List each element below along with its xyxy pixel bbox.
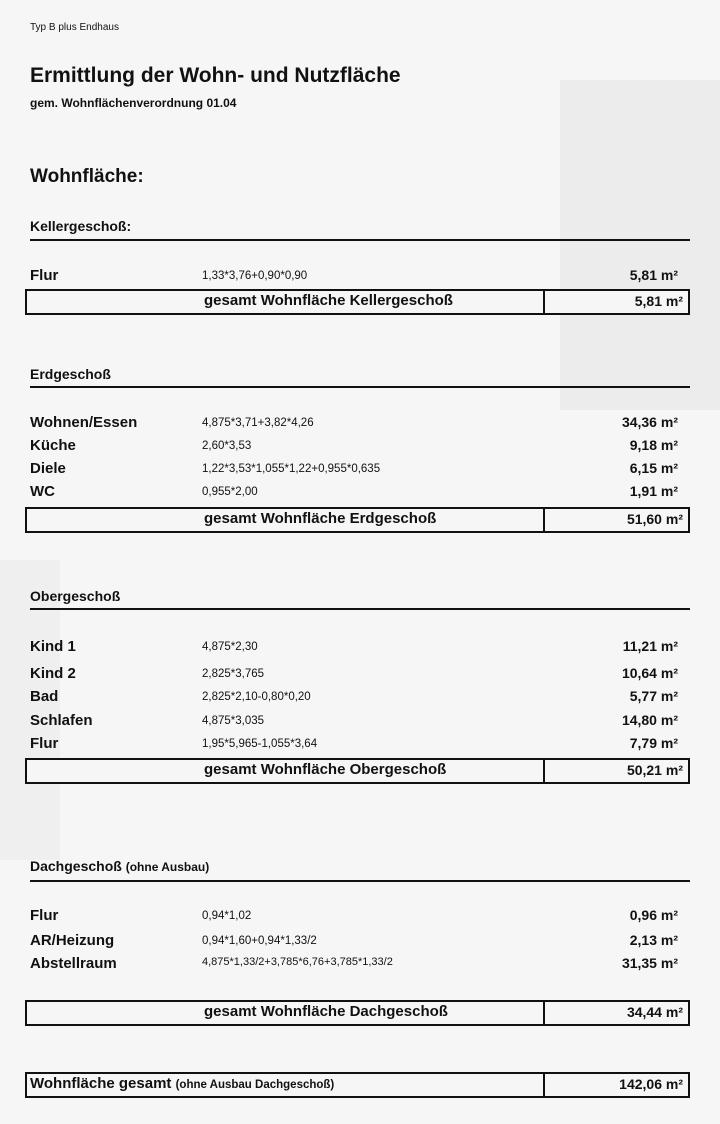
floor-rule xyxy=(30,880,690,882)
header-note: Typ B plus Endhaus xyxy=(30,22,119,33)
floor-total-area: 5,81 m² xyxy=(634,293,683,309)
room-formula: 1,22*3,53*1,055*1,22+0,955*0,635 xyxy=(202,463,381,475)
room-area: 1,91 m² xyxy=(629,483,678,499)
floor-total-area: 51,60 m² xyxy=(626,511,683,527)
floor-total-area: 34,44 m² xyxy=(626,1004,683,1020)
grand-total-box xyxy=(25,1072,690,1098)
floor-note: (ohne Ausbau) xyxy=(125,860,210,874)
room-row xyxy=(30,437,678,457)
room-name: Schlafen xyxy=(30,712,93,729)
divider xyxy=(543,509,545,531)
room-formula: 4,875*2,30 xyxy=(202,641,258,653)
floor-total-keller xyxy=(25,289,690,315)
room-area: 10,64 m² xyxy=(621,665,678,681)
room-row xyxy=(30,688,678,708)
room-row xyxy=(30,267,678,287)
room-name: Küche xyxy=(30,437,76,454)
divider xyxy=(543,291,545,313)
room-name: Diele xyxy=(30,460,66,477)
room-name: AR/Heizung xyxy=(30,932,115,949)
room-row xyxy=(30,638,678,658)
room-name: Bad xyxy=(30,688,59,705)
room-formula: 0,94*1,02 xyxy=(202,910,252,922)
floor-total-dachgeschoss xyxy=(25,1000,690,1026)
room-area: 5,77 m² xyxy=(629,688,678,704)
room-row xyxy=(30,712,678,732)
room-area: 5,81 m² xyxy=(629,267,678,283)
floor-label-obergeschoss: Obergeschoß xyxy=(30,588,121,604)
divider xyxy=(543,760,545,782)
room-row xyxy=(30,955,678,975)
room-name: Kind 2 xyxy=(30,665,76,682)
room-area: 0,96 m² xyxy=(629,907,678,923)
page-title: Ermittlung der Wohn- und Nutzfläche xyxy=(30,64,401,87)
room-formula: 2,825*3,765 xyxy=(202,668,265,680)
floor-label-erdgeschoss: Erdgeschoß xyxy=(30,366,111,382)
floor-total-area: 50,21 m² xyxy=(626,762,683,778)
room-formula: 2,825*2,10-0,80*0,20 xyxy=(202,691,311,703)
room-name: Wohnen/Essen xyxy=(30,414,138,431)
room-formula: 1,33*3,76+0,90*0,90 xyxy=(202,270,308,282)
room-name: WC xyxy=(30,483,55,500)
room-formula: 1,95*5,965-1,055*3,64 xyxy=(202,738,318,750)
room-formula: 4,875*3,71+3,82*4,26 xyxy=(202,417,314,429)
floor-total-label: gesamt Wohnfläche Kellergeschoß xyxy=(204,292,453,309)
room-formula: 0,955*2,00 xyxy=(202,486,258,498)
floor-rule xyxy=(30,608,690,610)
room-formula: 4,875*3,035 xyxy=(202,715,265,727)
floor-total-label: gesamt Wohnfläche Dachgeschoß xyxy=(204,1003,448,1020)
room-area: 31,35 m² xyxy=(621,955,678,971)
room-area: 9,18 m² xyxy=(629,437,678,453)
section-title: Wohnfläche: xyxy=(30,166,144,187)
room-area: 2,13 m² xyxy=(629,932,678,948)
grand-total-note: (ohne Ausbau Dachgeschoß) xyxy=(175,1079,335,1091)
room-area: 7,79 m² xyxy=(629,735,678,751)
floor-label-keller: Kellergeschoß: xyxy=(30,218,132,234)
room-name: Flur xyxy=(30,735,59,752)
grand-total-label: Wohnfläche gesamt (ohne Ausbau Dachgeschoß) xyxy=(30,1075,335,1092)
room-row xyxy=(30,932,678,952)
room-row xyxy=(30,460,678,480)
divider xyxy=(543,1002,545,1024)
room-area: 34,36 m² xyxy=(621,414,678,430)
room-row xyxy=(30,907,678,927)
floor-rule xyxy=(30,386,690,388)
room-formula: 2,60*3,53 xyxy=(202,440,252,452)
floor-total-label: gesamt Wohnfläche Obergeschoß xyxy=(204,761,447,778)
room-row xyxy=(30,414,678,434)
room-name: Flur xyxy=(30,267,59,284)
room-name: Abstellraum xyxy=(30,955,117,972)
room-name: Kind 1 xyxy=(30,638,76,655)
room-formula: 0,94*1,60+0,94*1,33/2 xyxy=(202,935,317,947)
floor-total-obergeschoss xyxy=(25,758,690,784)
grand-total-area: 142,06 m² xyxy=(619,1076,683,1092)
page-subtitle: gem. Wohnflächenverordnung 01.04 xyxy=(30,96,237,110)
room-area: 6,15 m² xyxy=(629,460,678,476)
room-row xyxy=(30,665,678,685)
room-row xyxy=(30,483,678,503)
floor-rule xyxy=(30,239,690,241)
room-name: Flur xyxy=(30,907,59,924)
floor-label-dachgeschoss: Dachgeschoß (ohne Ausbau) xyxy=(30,858,210,874)
divider xyxy=(543,1074,545,1096)
room-area: 14,80 m² xyxy=(621,712,678,728)
room-area: 11,21 m² xyxy=(622,638,678,654)
floor-total-label: gesamt Wohnfläche Erdgeschoß xyxy=(204,510,437,527)
floor-total-erdgeschoss xyxy=(25,507,690,533)
room-formula: 4,875*1,33/2+3,785*6,76+3,785*1,33/2 xyxy=(202,956,393,968)
room-row xyxy=(30,735,678,755)
